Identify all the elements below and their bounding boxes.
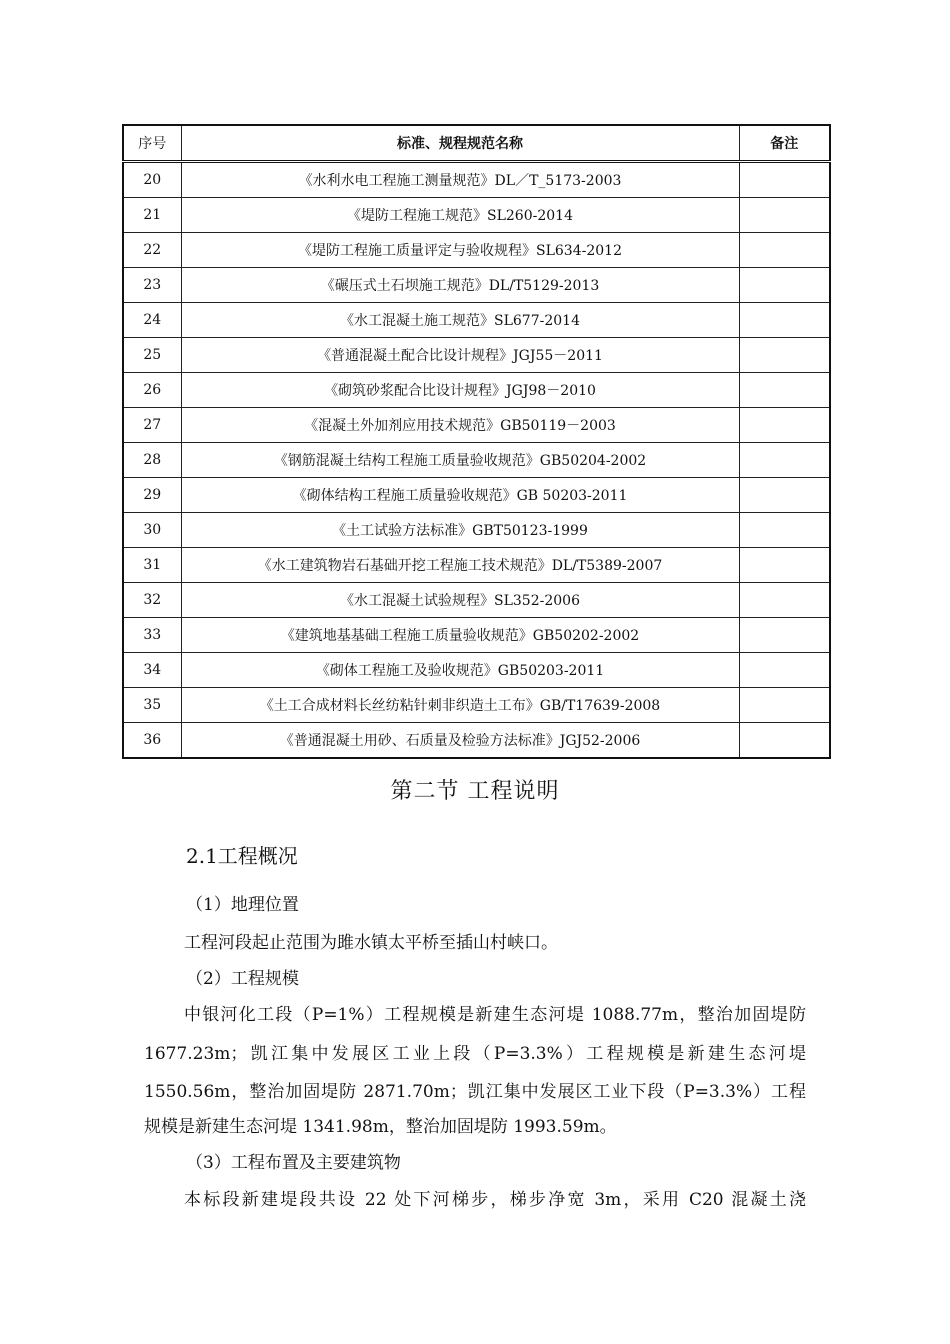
row-note (739, 618, 830, 653)
table-row (123, 233, 830, 268)
standard-name: 《混凝土外加剂应用技术规范》GB50119－2003 (181, 408, 739, 443)
row-note (739, 198, 830, 233)
standard-name: 《建筑地基基础工程施工质量验收规范》GB50202-2002 (181, 618, 739, 653)
subsection-title: 2.1工程概况 (186, 844, 298, 868)
heading-location: （1）地理位置 (186, 895, 299, 915)
table-row (123, 303, 830, 338)
table-row (123, 548, 830, 583)
row-note (739, 303, 830, 338)
row-note (739, 548, 830, 583)
row-note (739, 688, 830, 723)
row-note (739, 443, 830, 478)
row-number: 28 (123, 443, 181, 478)
row-number: 29 (123, 478, 181, 513)
row-number: 33 (123, 618, 181, 653)
row-note (739, 373, 830, 408)
table-row (123, 723, 830, 759)
standard-name: 《堤防工程施工规范》SL260-2014 (181, 198, 739, 233)
table-row (123, 583, 830, 618)
standard-name: 《堤防工程施工质量评定与验收规程》SL634-2012 (181, 233, 739, 268)
header-no: 序号 (123, 125, 181, 162)
paragraph-scale-line1: 中银河化工段（P=1%）工程规模是新建生态河堤 1088.77m，整治加固堤防 (184, 1005, 806, 1025)
standards-table (122, 124, 831, 759)
row-number: 23 (123, 268, 181, 303)
header-name: 标准、规程规范名称 (181, 125, 739, 162)
row-number: 20 (123, 162, 181, 198)
table-row (123, 653, 830, 688)
paragraph-scale-line2: 1677.23m；凯江集中发展区工业上段（P=3.3%）工程规模是新建生态河堤 (144, 1044, 806, 1064)
row-note (739, 233, 830, 268)
section-title: 第二节 工程说明 (390, 779, 560, 804)
row-number: 30 (123, 513, 181, 548)
table-row (123, 688, 830, 723)
paragraph-layout-line1: 本标段新建堤段共设 22 处下河梯步，梯步净宽 3m，采用 C20 混凝土浇 (184, 1190, 806, 1210)
paragraph-scale-line3: 1550.56m，整治加固堤防 2871.70m；凯江集中发展区工业下段（P=3.3%）工程 (144, 1082, 806, 1102)
table-row (123, 162, 830, 198)
heading-layout: （3）工程布置及主要建筑物 (186, 1153, 401, 1173)
table-row (123, 198, 830, 233)
table-row (123, 443, 830, 478)
table-row (123, 338, 830, 373)
row-note (739, 583, 830, 618)
row-number: 24 (123, 303, 181, 338)
row-note (739, 513, 830, 548)
table-row (123, 513, 830, 548)
standard-name: 《水工混凝土施工规范》SL677-2014 (181, 303, 739, 338)
table-row (123, 478, 830, 513)
row-note (739, 723, 830, 759)
row-number: 34 (123, 653, 181, 688)
row-number: 21 (123, 198, 181, 233)
table-row (123, 268, 830, 303)
row-number: 27 (123, 408, 181, 443)
row-note (739, 338, 830, 373)
standard-name: 《碾压式土石坝施工规范》DL/T5129-2013 (181, 268, 739, 303)
standard-name: 《普通混凝土用砂、石质量及检验方法标准》JGJ52-2006 (181, 723, 739, 759)
standard-name: 《砌体结构工程施工质量验收规范》GB 50203-2011 (181, 478, 739, 513)
standard-name: 《水工建筑物岩石基础开挖工程施工技术规范》DL/T5389-2007 (181, 548, 739, 583)
standard-name: 《砌体工程施工及验收规范》GB50203-2011 (181, 653, 739, 688)
row-note (739, 653, 830, 688)
row-number: 22 (123, 233, 181, 268)
row-note (739, 162, 830, 198)
paragraph-scale-line4: 规模是新建生态河堤 1341.98m，整治加固堤防 1993.59m。 (144, 1117, 617, 1137)
row-number: 36 (123, 723, 181, 759)
row-number: 26 (123, 373, 181, 408)
standard-name: 《土工试验方法标准》GBT50123-1999 (181, 513, 739, 548)
standard-name: 《普通混凝土配合比设计规程》JGJ55－2011 (181, 338, 739, 373)
heading-scale: （2）工程规模 (186, 969, 299, 989)
row-note (739, 268, 830, 303)
row-number: 35 (123, 688, 181, 723)
row-number: 25 (123, 338, 181, 373)
table-header-row (123, 125, 830, 162)
row-note (739, 408, 830, 443)
standard-name: 《钢筋混凝土结构工程施工质量验收规范》GB50204-2002 (181, 443, 739, 478)
header-note: 备注 (739, 125, 830, 162)
standard-name: 《水工混凝土试验规程》SL352-2006 (181, 583, 739, 618)
row-number: 32 (123, 583, 181, 618)
row-number: 31 (123, 548, 181, 583)
table-row (123, 373, 830, 408)
standard-name: 《水利水电工程施工测量规范》DL／T_5173-2003 (181, 162, 739, 198)
paragraph-location: 工程河段起止范围为雎水镇太平桥至插山村峡口。 (184, 933, 558, 953)
table-row (123, 618, 830, 653)
table-row (123, 408, 830, 443)
standard-name: 《土工合成材料长丝纺粘针刺非织造土工布》GB/T17639-2008 (181, 688, 739, 723)
row-note (739, 478, 830, 513)
standard-name: 《砌筑砂浆配合比设计规程》JGJ98－2010 (181, 373, 739, 408)
